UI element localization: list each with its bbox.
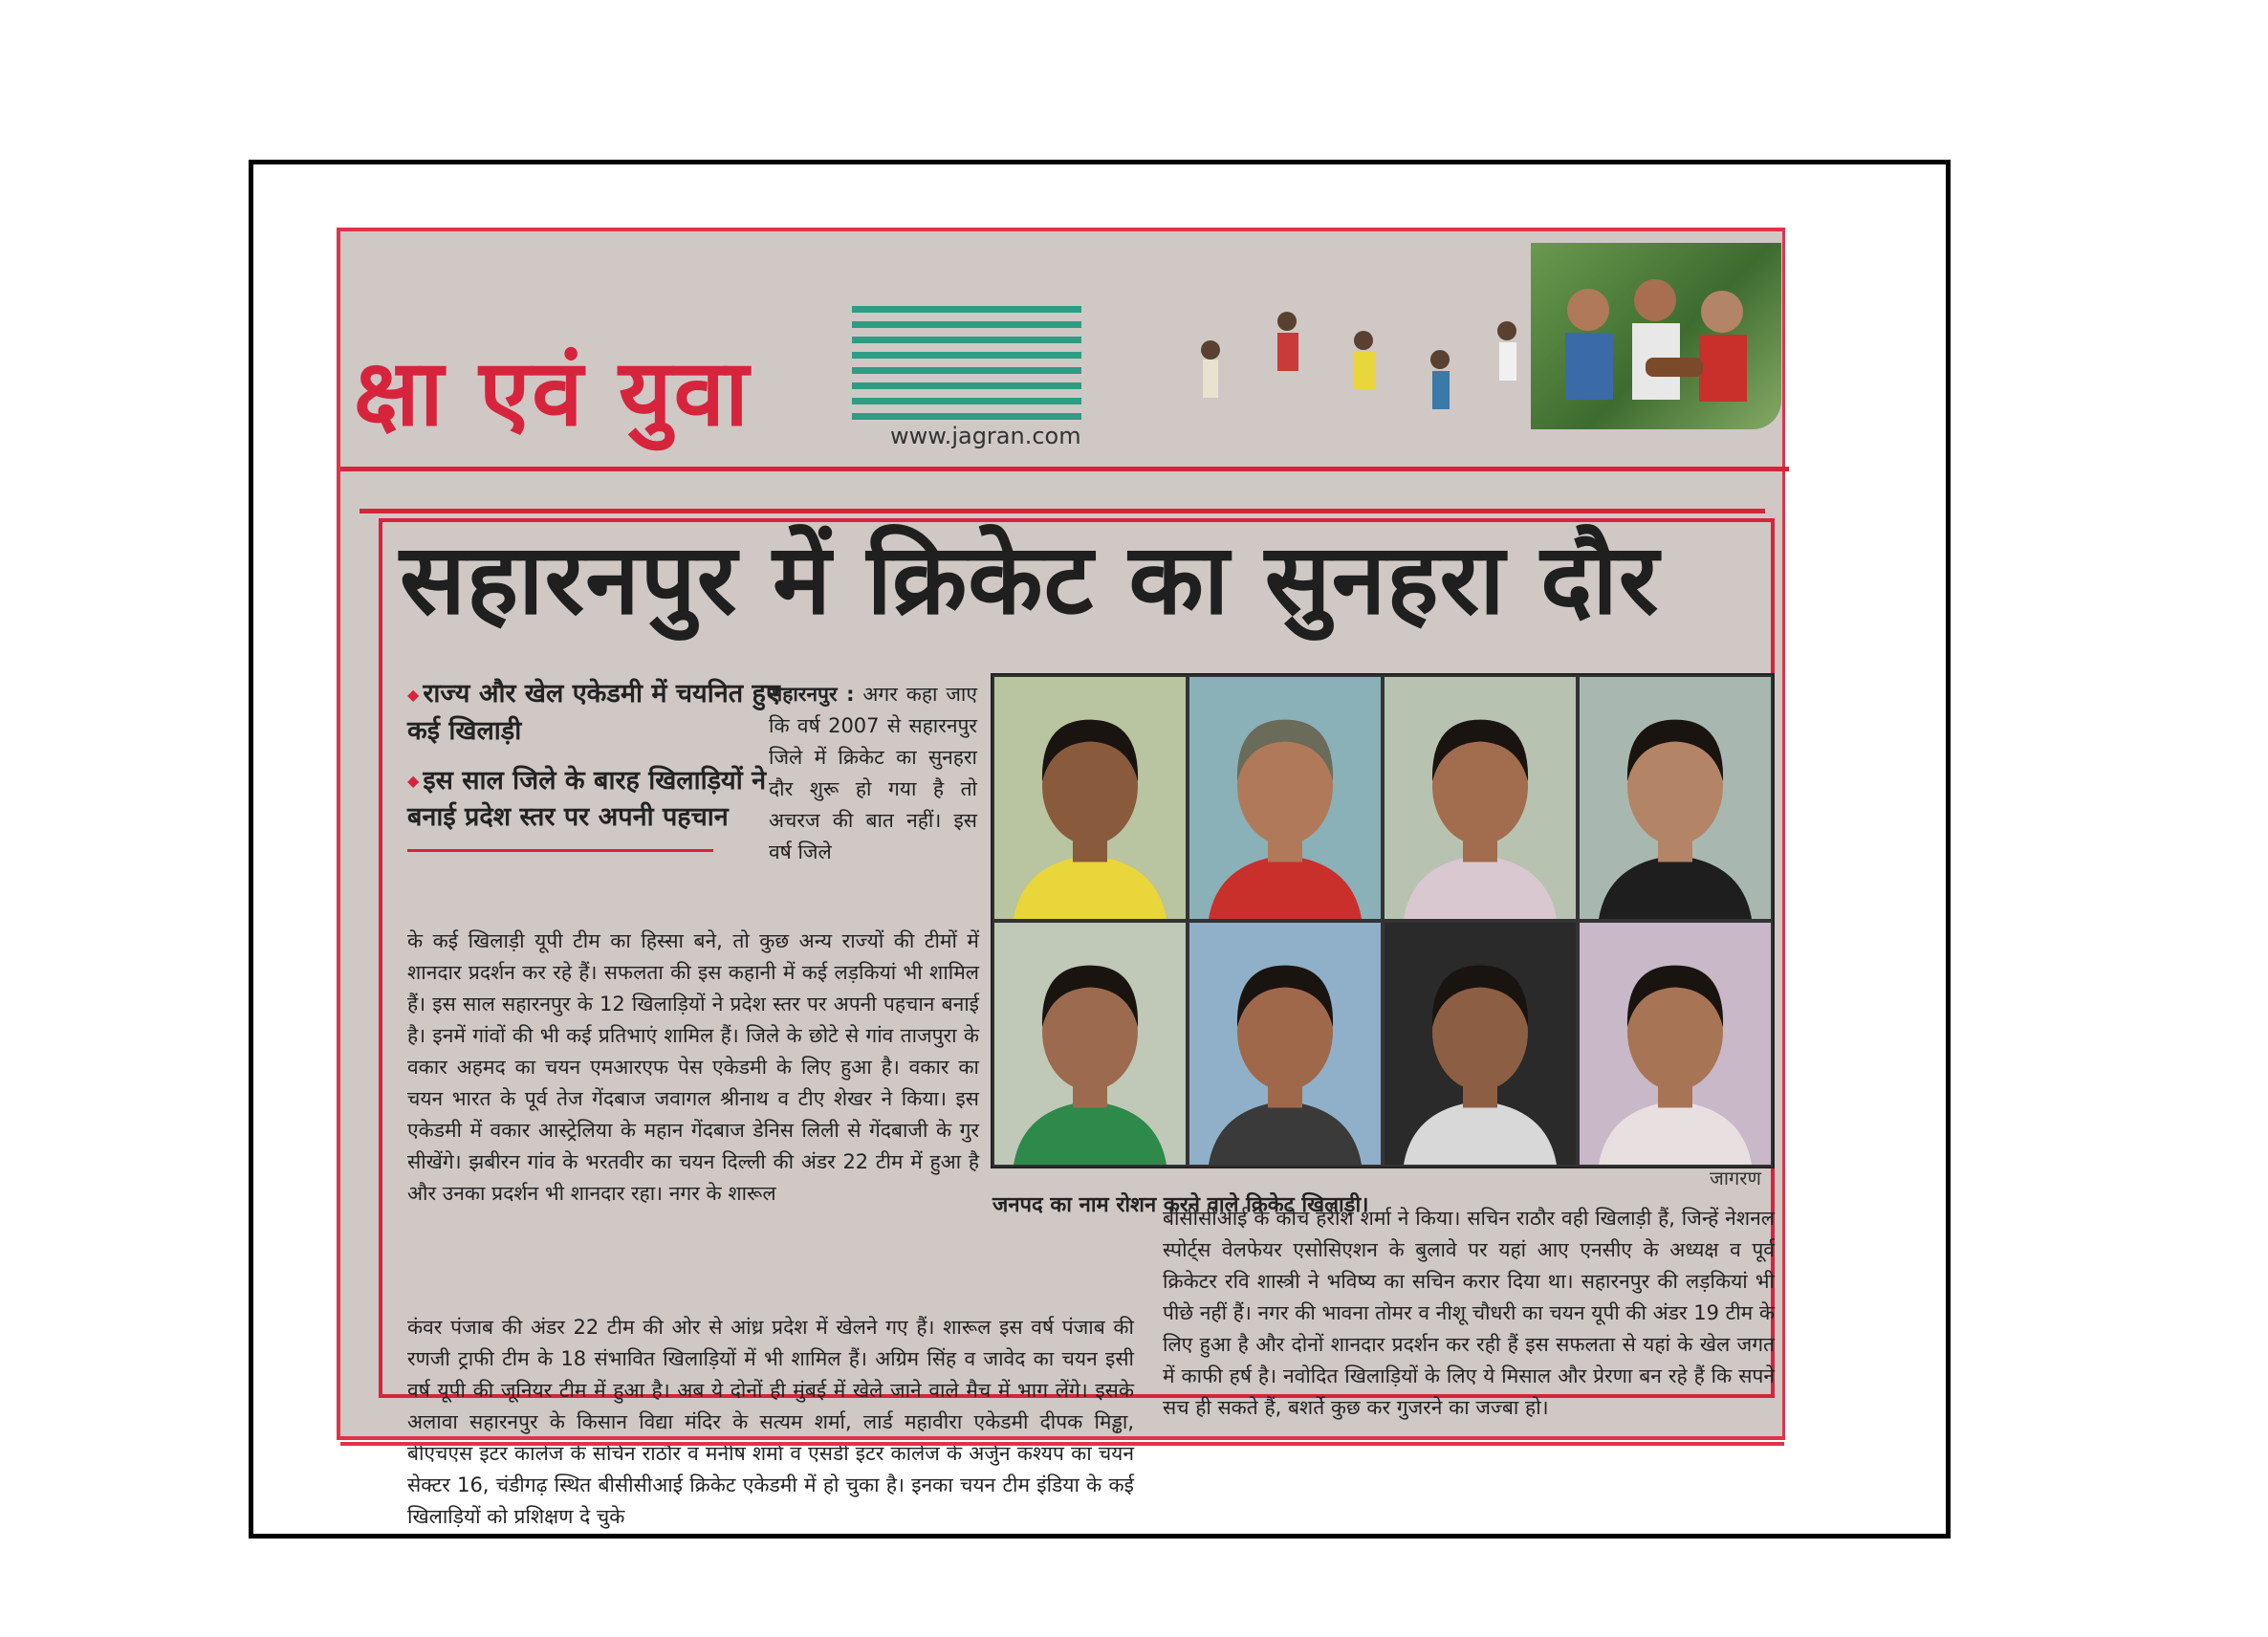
section-title: क्षा एवं युवा <box>354 338 751 447</box>
player-portrait <box>1383 921 1578 1167</box>
player-portrait <box>1188 921 1383 1167</box>
highlight-item: ◆ राज्य और खेल एकेडमी में चयनित हुए कई खिलाड़ी <box>407 676 790 750</box>
photo-credit: जागरण <box>1710 1167 1761 1190</box>
dateline: सहारनपुर : <box>769 683 855 706</box>
photo-caption: जनपद का नाम रोशन करने वाले क्रिकेट खिलाड़ी। <box>992 1193 1369 1217</box>
headline: सहारनपुर में क्रिकेट का सुनहरा दौर <box>400 523 1660 637</box>
player-portrait <box>1383 675 1578 921</box>
masthead-rule <box>340 467 1789 471</box>
player-portrait <box>1578 921 1773 1167</box>
jumping-youth-image <box>1182 283 1583 451</box>
body-column-2: बीसीसीआई के कोच हरीश शर्मा ने किया। सचिन राठौर वही खिलाड़ी हैं, जिन्हें नेशनल स्पोर्ट्स वेलफेयर एसोसिएशन के बुलावे पर यहां आए एनसीए के अध्यक्ष व पूर्व क्रिकेटर रवि शास्त्री ने भविष्य का सचिन करार दिया था। सहारनपुर की लड़कियां भी पीछे नहीं हैं। नगर की भावना तोमर व नीशू चौधरी का चयन यूपी की अंडर 19 टीम के लिए हुआ है और दोनों शानदार प्रदर्शन कर रही हैं इस सफलता से यहां के खेल जगत में काफी हर्ष है। नवोदित खिलाड़ियों के लिए ये मिसाल और प्रेरणा बन रहे हैं कि सपने सच ही सकते हैं, बशर्ते कुछ कर गुजरने का जज्बा हो। <box>1163 1207 1775 1419</box>
body-column-1-continued: कंवर पंजाब की अंडर 22 टीम की ओर से आंध्र प्रदेश में खेलने गए हैं। शारूल इस वर्ष पंजाब की रणजी ट्राफी टीम के 18 संभावित खिलाड़ियों में भी शामिल हैं। अग्रिम सिंह व जावेद का चयन इसी वर्ष यूपी की जूनियर टीम में हुआ है। अब ये दोनों ही मुंबई में खेले जाने वाले मैच में भाग लेंगे। इसके अलावा सहारनपुर के किसान विद्या मंदिर के सत्यम शर्मा, लार्ड महावीरा एकेडमी दीपक मिड्ढा, बीएचएस इंटर कालेज के सचिन राठौर व मनीष शर्मा व एसडी इंटर कालेज के अर्जुन कश्यप का चयन सेक्टर 16, चंडीगढ़ स्थित बीसीसीआई क्रिकेट एकेडमी में हो चुका है। इनका चयन टीम इंडिया के कई खिलाड़ियों को प्रशिक्षण दे चुके <box>407 1316 1134 1528</box>
clipping-edge <box>340 1425 1784 1446</box>
player-photo-grid <box>991 673 1775 1168</box>
newspaper-clipping <box>337 228 1785 1528</box>
player-portrait <box>992 921 1188 1167</box>
lead-text: अगर कहा जाए कि वर्ष 2007 से सहारनपुर जिले में क्रिकेट का सुनहरा दौर शुरू हो गया है तो अचरज की बात नहीं। इस वर्ष जिले <box>769 683 977 863</box>
highlight-rule <box>407 849 713 852</box>
body-column-1: के कई खिलाड़ी यूपी टीम का हिस्सा बने, तो कुछ अन्य राज्यों की टीमों में शानदार प्रदर्शन कर रहे हैं। सफलता की इस कहानी में कई लड़कियां भी शामिल हैं। इस साल सहारनपुर के 12 खिलाड़ियों ने प्रदेश स्तर पर अपनी पहचान बनाई है। इनमें गांवों की भी कई प्रतिभाएं शामिल हैं। जिले के छोटे से गांव ताजपुरा के वकार अहमद का चयन एमआरएफ पेस एकेडमी के लिए हुआ है। वकार का चयन भारत के पूर्व तेज गेंदबाज जवागल श्रीनाथ व टीए शेखर ने किया। इस एकेडमी में वकार आस्ट्रेलिया के महान गेंदबाज डेनिस लिली से गेंदबाजी के गुर सीखेंगे। झबीरन गांव के भरतवीर का चयन दिल्ली की अंडर 22 टीम में हुआ है और उनका प्रदर्शन भी शानदार रहा। नगर के शारूल <box>407 929 979 1205</box>
player-portrait <box>1578 675 1773 921</box>
player-portrait <box>992 675 1188 921</box>
highlight-item: ◆ इस साल जिले के बारह खिलाड़ियों ने बनाई प्रदेश स्तर पर अपनी पहचान <box>407 763 790 837</box>
lead-paragraph <box>769 679 977 868</box>
player-portrait <box>1188 675 1383 921</box>
masthead-stripes <box>852 306 1081 438</box>
group-photo-image <box>1531 243 1781 429</box>
highlights <box>407 676 790 862</box>
site-url: www.jagran.com <box>890 423 1081 449</box>
